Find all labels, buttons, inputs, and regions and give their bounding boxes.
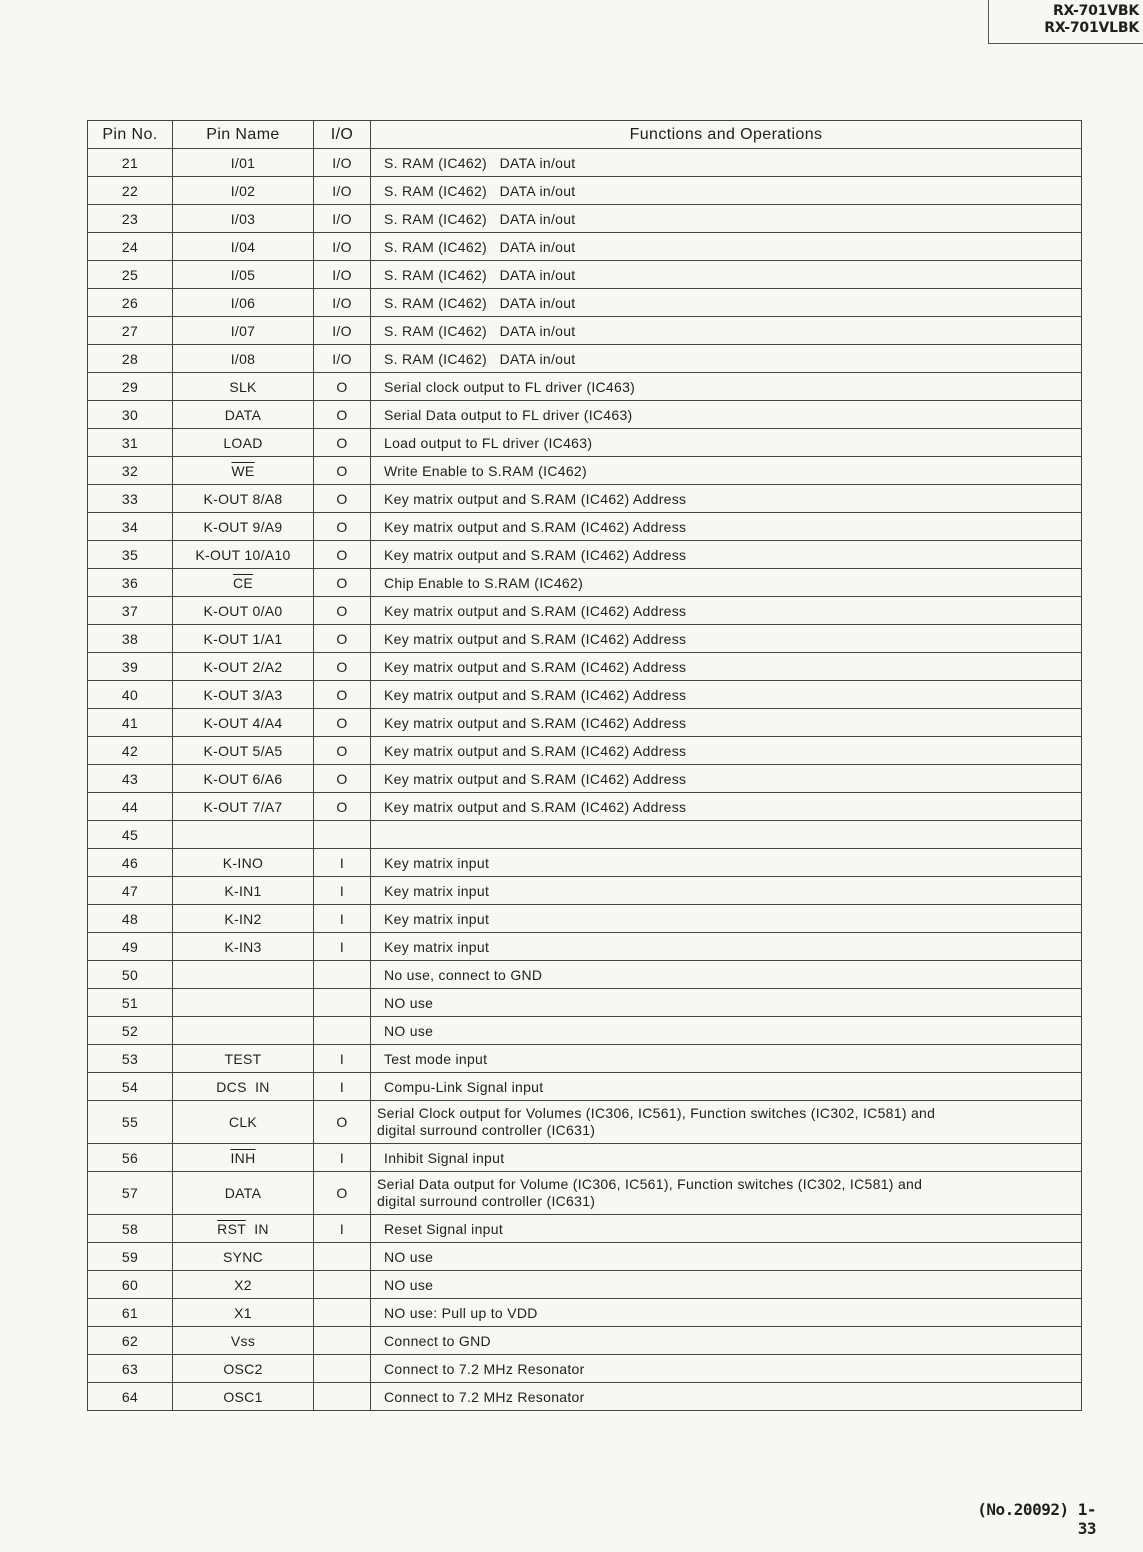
pin-io: O bbox=[314, 681, 371, 709]
header-pin-name: Pin Name bbox=[173, 121, 314, 149]
table-row bbox=[88, 485, 1082, 513]
pin-function: Serial Clock output for Volumes (IC306, IC561), Function switches (IC302, IC581) and digital surround controller (IC631) bbox=[371, 1101, 1082, 1144]
pin-io bbox=[314, 1243, 371, 1271]
table-row bbox=[88, 1327, 1082, 1355]
pin-name bbox=[173, 1215, 314, 1243]
pin-io: O bbox=[314, 485, 371, 513]
pin-number: 64 bbox=[88, 1383, 173, 1411]
model-number-box bbox=[988, 0, 1143, 44]
table-row bbox=[88, 625, 1082, 653]
pin-name: DATA bbox=[173, 1172, 314, 1215]
pin-io: O bbox=[314, 513, 371, 541]
pin-io: I bbox=[314, 1045, 371, 1073]
pin-number: 21 bbox=[88, 149, 173, 177]
pin-number: 36 bbox=[88, 569, 173, 597]
pin-number: 60 bbox=[88, 1271, 173, 1299]
pin-name: K-OUT 4/A4 bbox=[173, 709, 314, 737]
pin-name bbox=[173, 1017, 314, 1045]
pin-io: I bbox=[314, 905, 371, 933]
pin-name: K-OUT 9/A9 bbox=[173, 513, 314, 541]
table-row bbox=[88, 765, 1082, 793]
pin-number: 52 bbox=[88, 1017, 173, 1045]
pin-function: Connect to 7.2 MHz Resonator bbox=[371, 1355, 1082, 1383]
table-row bbox=[88, 737, 1082, 765]
pin-name bbox=[173, 961, 314, 989]
table-row bbox=[88, 457, 1082, 485]
table-row bbox=[88, 317, 1082, 345]
table-row bbox=[88, 149, 1082, 177]
pin-io: I bbox=[314, 1215, 371, 1243]
pin-name-overlined: $\overline{RST}$ bbox=[217, 1220, 246, 1237]
pin-name: K-OUT 0/A0 bbox=[173, 597, 314, 625]
pin-number: 28 bbox=[88, 345, 173, 373]
pin-number: 38 bbox=[88, 625, 173, 653]
pin-function: Chip Enable to S.RAM (IC462) bbox=[371, 569, 1082, 597]
pin-function: NO use bbox=[371, 1017, 1082, 1045]
pin-io: O bbox=[314, 625, 371, 653]
pin-name: K-OUT 7/A7 bbox=[173, 793, 314, 821]
pin-io bbox=[314, 1355, 371, 1383]
pin-name: CLK bbox=[173, 1101, 314, 1144]
table-row bbox=[88, 1215, 1082, 1243]
pin-number: 57 bbox=[88, 1172, 173, 1215]
pin-name: K-IN3 bbox=[173, 933, 314, 961]
pin-number: 30 bbox=[88, 401, 173, 429]
table-row bbox=[88, 177, 1082, 205]
pin-name: X2 bbox=[173, 1271, 314, 1299]
pin-number: 54 bbox=[88, 1073, 173, 1101]
pin-name: OSC1 bbox=[173, 1383, 314, 1411]
pin-io: I/O bbox=[314, 289, 371, 317]
pin-name: Vss bbox=[173, 1327, 314, 1355]
pin-io: I bbox=[314, 933, 371, 961]
pin-number: 59 bbox=[88, 1243, 173, 1271]
pin-io bbox=[314, 1271, 371, 1299]
pin-function: S. RAM (IC462) DATA in/out bbox=[371, 317, 1082, 345]
pin-io: I/O bbox=[314, 317, 371, 345]
pin-name: SLK bbox=[173, 373, 314, 401]
pin-number: 31 bbox=[88, 429, 173, 457]
pin-number: 43 bbox=[88, 765, 173, 793]
table-row bbox=[88, 1299, 1082, 1327]
pin-function: Inhibit Signal input bbox=[371, 1144, 1082, 1172]
page-number: (No.20092) 1-33 bbox=[977, 1500, 1096, 1538]
table-row bbox=[88, 1383, 1082, 1411]
pin-name: I/01 bbox=[173, 149, 314, 177]
pin-name: K-IN2 bbox=[173, 905, 314, 933]
table-row bbox=[88, 1073, 1082, 1101]
pin-io: I/O bbox=[314, 205, 371, 233]
pin-function: Key matrix output and S.RAM (IC462) Address bbox=[371, 765, 1082, 793]
pin-function: Key matrix output and S.RAM (IC462) Address bbox=[371, 485, 1082, 513]
pin-io: O bbox=[314, 457, 371, 485]
pin-function: Write Enable to S.RAM (IC462) bbox=[371, 457, 1082, 485]
pin-function: Key matrix output and S.RAM (IC462) Address bbox=[371, 793, 1082, 821]
table-row bbox=[88, 1243, 1082, 1271]
pin-number: 56 bbox=[88, 1144, 173, 1172]
table-row bbox=[88, 513, 1082, 541]
pin-function: Connect to 7.2 MHz Resonator bbox=[371, 1383, 1082, 1411]
pin-function: Key matrix input bbox=[371, 877, 1082, 905]
pin-function: S. RAM (IC462) DATA in/out bbox=[371, 149, 1082, 177]
pin-number: 26 bbox=[88, 289, 173, 317]
pin-io: I/O bbox=[314, 233, 371, 261]
table-row bbox=[88, 345, 1082, 373]
pin-function: Key matrix output and S.RAM (IC462) Address bbox=[371, 625, 1082, 653]
pin-function: Connect to GND bbox=[371, 1327, 1082, 1355]
table-row bbox=[88, 597, 1082, 625]
pin-io: O bbox=[314, 401, 371, 429]
pin-name: DCS IN bbox=[173, 1073, 314, 1101]
pin-name: I/04 bbox=[173, 233, 314, 261]
pin-io: O bbox=[314, 541, 371, 569]
pin-name: K-OUT 1/A1 bbox=[173, 625, 314, 653]
table-row bbox=[88, 933, 1082, 961]
pin-name: K-OUT 5/A5 bbox=[173, 737, 314, 765]
pin-io bbox=[314, 1299, 371, 1327]
table-row bbox=[88, 961, 1082, 989]
pin-io: O bbox=[314, 569, 371, 597]
pin-number: 23 bbox=[88, 205, 173, 233]
pin-io: I bbox=[314, 1073, 371, 1101]
pin-function: Key matrix input bbox=[371, 933, 1082, 961]
pin-number: 33 bbox=[88, 485, 173, 513]
pin-name: I/05 bbox=[173, 261, 314, 289]
pin-number: 24 bbox=[88, 233, 173, 261]
pin-function-table bbox=[87, 120, 1082, 1411]
pin-function: Key matrix input bbox=[371, 905, 1082, 933]
pin-io: I/O bbox=[314, 177, 371, 205]
pin-number: 47 bbox=[88, 877, 173, 905]
table-row bbox=[88, 681, 1082, 709]
pin-name: K-OUT 10/A10 bbox=[173, 541, 314, 569]
pin-io: O bbox=[314, 793, 371, 821]
pin-name: LOAD bbox=[173, 429, 314, 457]
pin-io bbox=[314, 961, 371, 989]
table-row bbox=[88, 541, 1082, 569]
pin-function: S. RAM (IC462) DATA in/out bbox=[371, 205, 1082, 233]
pin-name: SYNC bbox=[173, 1243, 314, 1271]
pin-io: O bbox=[314, 597, 371, 625]
pin-number: 51 bbox=[88, 989, 173, 1017]
pin-io: O bbox=[314, 709, 371, 737]
pin-number: 40 bbox=[88, 681, 173, 709]
pin-io: I bbox=[314, 849, 371, 877]
pin-function: S. RAM (IC462) DATA in/out bbox=[371, 261, 1082, 289]
pin-io: O bbox=[314, 373, 371, 401]
pin-number: 22 bbox=[88, 177, 173, 205]
pin-function: Key matrix output and S.RAM (IC462) Address bbox=[371, 737, 1082, 765]
pin-function: Key matrix output and S.RAM (IC462) Address bbox=[371, 513, 1082, 541]
pin-number: 27 bbox=[88, 317, 173, 345]
pin-number: 25 bbox=[88, 261, 173, 289]
table-row bbox=[88, 1045, 1082, 1073]
table-row bbox=[88, 429, 1082, 457]
pin-name: I/07 bbox=[173, 317, 314, 345]
pin-number: 32 bbox=[88, 457, 173, 485]
table-row bbox=[88, 653, 1082, 681]
pin-name: I/06 bbox=[173, 289, 314, 317]
pin-name bbox=[173, 569, 314, 597]
pin-number: 44 bbox=[88, 793, 173, 821]
pin-function: Load output to FL driver (IC463) bbox=[371, 429, 1082, 457]
table-row bbox=[88, 401, 1082, 429]
pin-name: OSC2 bbox=[173, 1355, 314, 1383]
pin-number: 45 bbox=[88, 821, 173, 849]
pin-function: NO use bbox=[371, 1271, 1082, 1299]
pin-function: S. RAM (IC462) DATA in/out bbox=[371, 289, 1082, 317]
table-row bbox=[88, 289, 1082, 317]
pin-name: K-OUT 2/A2 bbox=[173, 653, 314, 681]
table-row bbox=[88, 373, 1082, 401]
pin-io: O bbox=[314, 429, 371, 457]
pin-function: Key matrix input bbox=[371, 849, 1082, 877]
pin-io: O bbox=[314, 737, 371, 765]
pin-number: 62 bbox=[88, 1327, 173, 1355]
table-header-row bbox=[88, 121, 1082, 149]
pin-io: I/O bbox=[314, 345, 371, 373]
pin-function: NO use bbox=[371, 989, 1082, 1017]
pin-name: I/03 bbox=[173, 205, 314, 233]
table-row bbox=[88, 1172, 1082, 1215]
pin-name-overlined: $\overline{INH}$ bbox=[230, 1149, 256, 1166]
table-row bbox=[88, 821, 1082, 849]
pin-io: O bbox=[314, 653, 371, 681]
pin-function: NO use bbox=[371, 1243, 1082, 1271]
pin-io bbox=[314, 1383, 371, 1411]
pin-name bbox=[173, 821, 314, 849]
pin-number: 35 bbox=[88, 541, 173, 569]
pin-io: I/O bbox=[314, 149, 371, 177]
model-number-2: RX-701VLBK bbox=[1044, 20, 1139, 36]
pin-number: 34 bbox=[88, 513, 173, 541]
table-row bbox=[88, 205, 1082, 233]
pin-name bbox=[173, 989, 314, 1017]
pin-name bbox=[173, 1144, 314, 1172]
pin-function: Compu-Link Signal input bbox=[371, 1073, 1082, 1101]
pin-name: X1 bbox=[173, 1299, 314, 1327]
pin-name-suffix: IN bbox=[245, 1220, 269, 1237]
table-row bbox=[88, 1355, 1082, 1383]
table-row bbox=[88, 905, 1082, 933]
pin-function bbox=[371, 821, 1082, 849]
table-row bbox=[88, 1144, 1082, 1172]
table-row bbox=[88, 709, 1082, 737]
pin-io bbox=[314, 821, 371, 849]
table-row bbox=[88, 233, 1082, 261]
pin-function: Key matrix output and S.RAM (IC462) Address bbox=[371, 541, 1082, 569]
pin-number: 37 bbox=[88, 597, 173, 625]
pin-name: TEST bbox=[173, 1045, 314, 1073]
table-row bbox=[88, 1271, 1082, 1299]
pin-io: O bbox=[314, 1101, 371, 1144]
pin-io: O bbox=[314, 765, 371, 793]
pin-function: Serial Data output to FL driver (IC463) bbox=[371, 401, 1082, 429]
pin-number: 50 bbox=[88, 961, 173, 989]
pin-number: 49 bbox=[88, 933, 173, 961]
table-row bbox=[88, 1101, 1082, 1144]
pin-name: K-OUT 3/A3 bbox=[173, 681, 314, 709]
pin-function: Reset Signal input bbox=[371, 1215, 1082, 1243]
pin-name: DATA bbox=[173, 401, 314, 429]
pin-function: S. RAM (IC462) DATA in/out bbox=[371, 345, 1082, 373]
pin-number: 53 bbox=[88, 1045, 173, 1073]
table-row bbox=[88, 877, 1082, 905]
header-io: I/O bbox=[314, 121, 371, 149]
table-row bbox=[88, 849, 1082, 877]
pin-name: K-OUT 6/A6 bbox=[173, 765, 314, 793]
header-functions: Functions and Operations bbox=[371, 121, 1082, 149]
pin-number: 41 bbox=[88, 709, 173, 737]
pin-function: No use, connect to GND bbox=[371, 961, 1082, 989]
pin-io: O bbox=[314, 1172, 371, 1215]
pin-function: Key matrix output and S.RAM (IC462) Address bbox=[371, 597, 1082, 625]
pin-function: Key matrix output and S.RAM (IC462) Address bbox=[371, 681, 1082, 709]
pin-name: I/08 bbox=[173, 345, 314, 373]
pin-number: 48 bbox=[88, 905, 173, 933]
pin-io: I bbox=[314, 877, 371, 905]
pin-function: Key matrix output and S.RAM (IC462) Address bbox=[371, 653, 1082, 681]
pin-function: S. RAM (IC462) DATA in/out bbox=[371, 177, 1082, 205]
pin-number: 61 bbox=[88, 1299, 173, 1327]
table-row bbox=[88, 261, 1082, 289]
table-row bbox=[88, 1017, 1082, 1045]
pin-name: K-INO bbox=[173, 849, 314, 877]
pin-number: 39 bbox=[88, 653, 173, 681]
pin-io: I bbox=[314, 1144, 371, 1172]
table-row bbox=[88, 793, 1082, 821]
pin-function: Key matrix output and S.RAM (IC462) Address bbox=[371, 709, 1082, 737]
pin-name-overlined: $\overline{CE}$ bbox=[232, 574, 254, 591]
pin-io bbox=[314, 1327, 371, 1355]
pin-number: 55 bbox=[88, 1101, 173, 1144]
pin-number: 29 bbox=[88, 373, 173, 401]
pin-number: 58 bbox=[88, 1215, 173, 1243]
table-row bbox=[88, 989, 1082, 1017]
pin-name: K-OUT 8/A8 bbox=[173, 485, 314, 513]
pin-name bbox=[173, 457, 314, 485]
pin-name-overlined: $\overline{WE}$ bbox=[231, 462, 255, 479]
pin-function: NO use: Pull up to VDD bbox=[371, 1299, 1082, 1327]
pin-number: 63 bbox=[88, 1355, 173, 1383]
pin-io: I/O bbox=[314, 261, 371, 289]
model-number-1: RX-701VBK bbox=[1052, 3, 1139, 19]
header-pin-no: Pin No. bbox=[88, 121, 173, 149]
pin-number: 46 bbox=[88, 849, 173, 877]
pin-function: Serial clock output to FL driver (IC463) bbox=[371, 373, 1082, 401]
pin-name: I/02 bbox=[173, 177, 314, 205]
table-row bbox=[88, 569, 1082, 597]
pin-number: 42 bbox=[88, 737, 173, 765]
pin-io bbox=[314, 1017, 371, 1045]
pin-function: Test mode input bbox=[371, 1045, 1082, 1073]
pin-name: K-IN1 bbox=[173, 877, 314, 905]
pin-function: S. RAM (IC462) DATA in/out bbox=[371, 233, 1082, 261]
pin-io bbox=[314, 989, 371, 1017]
pin-function: Serial Data output for Volume (IC306, IC561), Function switches (IC302, IC581) and digital surround controller (IC631) bbox=[371, 1172, 1082, 1215]
